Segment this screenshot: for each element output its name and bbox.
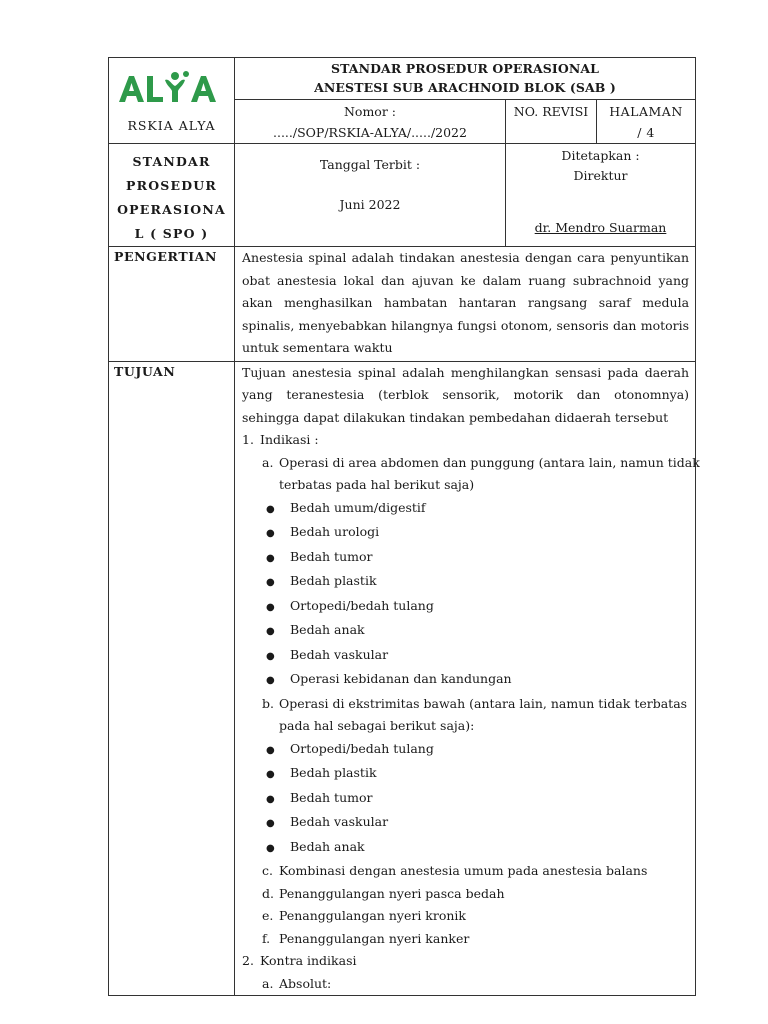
bullet-icon: ● — [266, 842, 275, 854]
bullet-text: Bedah plastik — [290, 573, 377, 588]
revisi-label: NO. REVISI — [513, 104, 589, 119]
bullet-item — [242, 521, 689, 546]
logo-cell — [109, 58, 235, 144]
indikasi-a: a. Operasi di area abdomen dan punggung (antara lain, namun tidak — [262, 454, 700, 470]
bullet-text: Ortopedi/bedah tulang — [290, 740, 434, 756]
ditetapkan-role: Direktur — [573, 168, 628, 183]
nomor-label: Nomor : — [343, 104, 396, 119]
bullet-item — [242, 762, 689, 787]
ditetapkan-cell — [506, 144, 696, 247]
indikasi-f: f. Penanggulangan nyeri kanker — [262, 930, 470, 946]
logo — [109, 58, 234, 100]
spo-line-4: L ( SPO ) — [134, 226, 209, 241]
bullet-icon: ● — [266, 744, 275, 756]
pengertian-text: Anestesia spinal adalah tindakan anestesia dengan cara penyuntikan obat anestesia lokal dan ajuvan ke dalam ruang subrachnoid yang akan menghasilkan hambatan hantaran rangsang saraf medula spinalis, menyebabkan hilangnya fungsi otonom, sensoris dan motoris untuk sementara waktu — [242, 250, 690, 355]
spo-label-cell — [109, 144, 235, 247]
tujuan-label: TUJUAN — [109, 361, 235, 996]
alya-logo-icon — [109, 64, 233, 114]
bullet-text: Operasi kebidanan dan kandungan — [290, 671, 512, 686]
bullet-item — [242, 497, 689, 522]
title-line-1: STANDAR PROSEDUR OPERASIONAL — [330, 61, 600, 76]
tanggal-label: Tanggal Terbit : — [319, 157, 421, 172]
bullet-icon: ● — [266, 650, 275, 662]
bullet-item — [242, 787, 689, 812]
halaman-cell — [597, 100, 696, 144]
bullet-text: Bedah vaskular — [290, 646, 389, 662]
bullet-icon: ● — [266, 601, 275, 613]
bullet-icon: ● — [266, 769, 275, 780]
indikasi-d: d. Penanggulangan nyeri pasca bedah — [262, 885, 505, 901]
bullet-text: Bedah umum/digestif — [290, 499, 426, 515]
bullet-text: Bedah anak — [290, 622, 365, 637]
kontra-a: a. Absolut: — [262, 975, 332, 991]
bullet-text: Bedah tumor — [290, 548, 373, 564]
bullet-item — [242, 836, 689, 861]
bullet-icon: ● — [266, 675, 275, 686]
bullet-item — [242, 546, 689, 571]
revisi-cell — [506, 100, 597, 144]
tanggal-cell — [235, 144, 506, 247]
spo-line-2: PROSEDUR — [126, 178, 217, 193]
bullet-item — [242, 644, 689, 669]
org-name: RSKIA ALYA — [127, 118, 216, 133]
bullet-text: Bedah urologi — [290, 524, 380, 539]
indikasi-c: c. Kombinasi dengan anestesia umum pada anestesia balans — [262, 863, 648, 878]
bullet-icon: ● — [266, 528, 275, 539]
halaman-value: / 4 — [637, 125, 655, 140]
indikasi-a-list — [242, 497, 689, 693]
ditetapkan-label: Ditetapkan : — [561, 148, 640, 163]
nomor-cell — [235, 100, 506, 144]
tujuan-intro: Tujuan anestesia spinal adalah menghilangkan sensasi pada daerah yang teranestesia (terblok sensorik, motorik dan otonomnya) sehingga dapat dilakukan tindakan pembedahan didaerah tersebut — [242, 364, 690, 425]
bullet-icon: ● — [266, 552, 275, 564]
sop-table — [108, 57, 700, 996]
spo-line-1: STANDAR — [132, 154, 211, 169]
bullet-item — [242, 738, 689, 763]
bullet-text: Bedah plastik — [290, 765, 377, 780]
bullet-item — [242, 570, 689, 595]
tujuan-content — [235, 361, 700, 996]
tanggal-value: Juni 2022 — [339, 197, 401, 212]
bullet-icon: ● — [266, 577, 275, 588]
nomor-value: ...../SOP/RSKIA-ALYA/...../2022 — [273, 125, 467, 140]
pengertian-label: PENGERTIAN — [109, 247, 235, 362]
bullet-item — [242, 595, 689, 620]
bullet-text: Bedah tumor — [290, 789, 373, 805]
bullet-item — [242, 668, 689, 693]
bullet-text: Bedah vaskular — [290, 814, 389, 829]
halaman-label: HALAMAN — [609, 104, 683, 119]
kontra-heading: 2. Kontra indikasi — [242, 953, 357, 968]
document-title — [235, 58, 696, 100]
indikasi-b: b. Operasi di ekstrimitas bawah (antara lain, namun tidak terbatas — [262, 695, 688, 711]
bullet-icon: ● — [266, 626, 275, 637]
bullet-item — [242, 619, 689, 644]
title-line-2: ANESTESI SUB ARACHNOID BLOK (SAB ) — [314, 80, 616, 95]
bullet-icon: ● — [266, 793, 275, 805]
bullet-icon: ● — [266, 818, 275, 829]
indikasi-b-list — [242, 738, 689, 861]
bullet-text: Ortopedi/bedah tulang — [290, 597, 434, 613]
spo-line-3: OPERASIONA — [117, 202, 226, 217]
indikasi-e: e. Penanggulangan nyeri kronik — [262, 908, 466, 923]
sop-document — [108, 57, 700, 996]
bullet-text: Bedah anak — [290, 838, 365, 854]
indikasi-heading: 1. Indikasi : — [242, 432, 319, 447]
pengertian-content — [235, 247, 696, 362]
bullet-icon: ● — [266, 503, 275, 515]
ditetapkan-name: dr. Mendro Suarman — [534, 220, 667, 235]
bullet-item — [242, 811, 689, 836]
indikasi-a-cont: terbatas pada hal berikut saja) — [279, 477, 475, 492]
indikasi-b-cont: pada hal sebagai berikut saja): — [279, 718, 475, 733]
